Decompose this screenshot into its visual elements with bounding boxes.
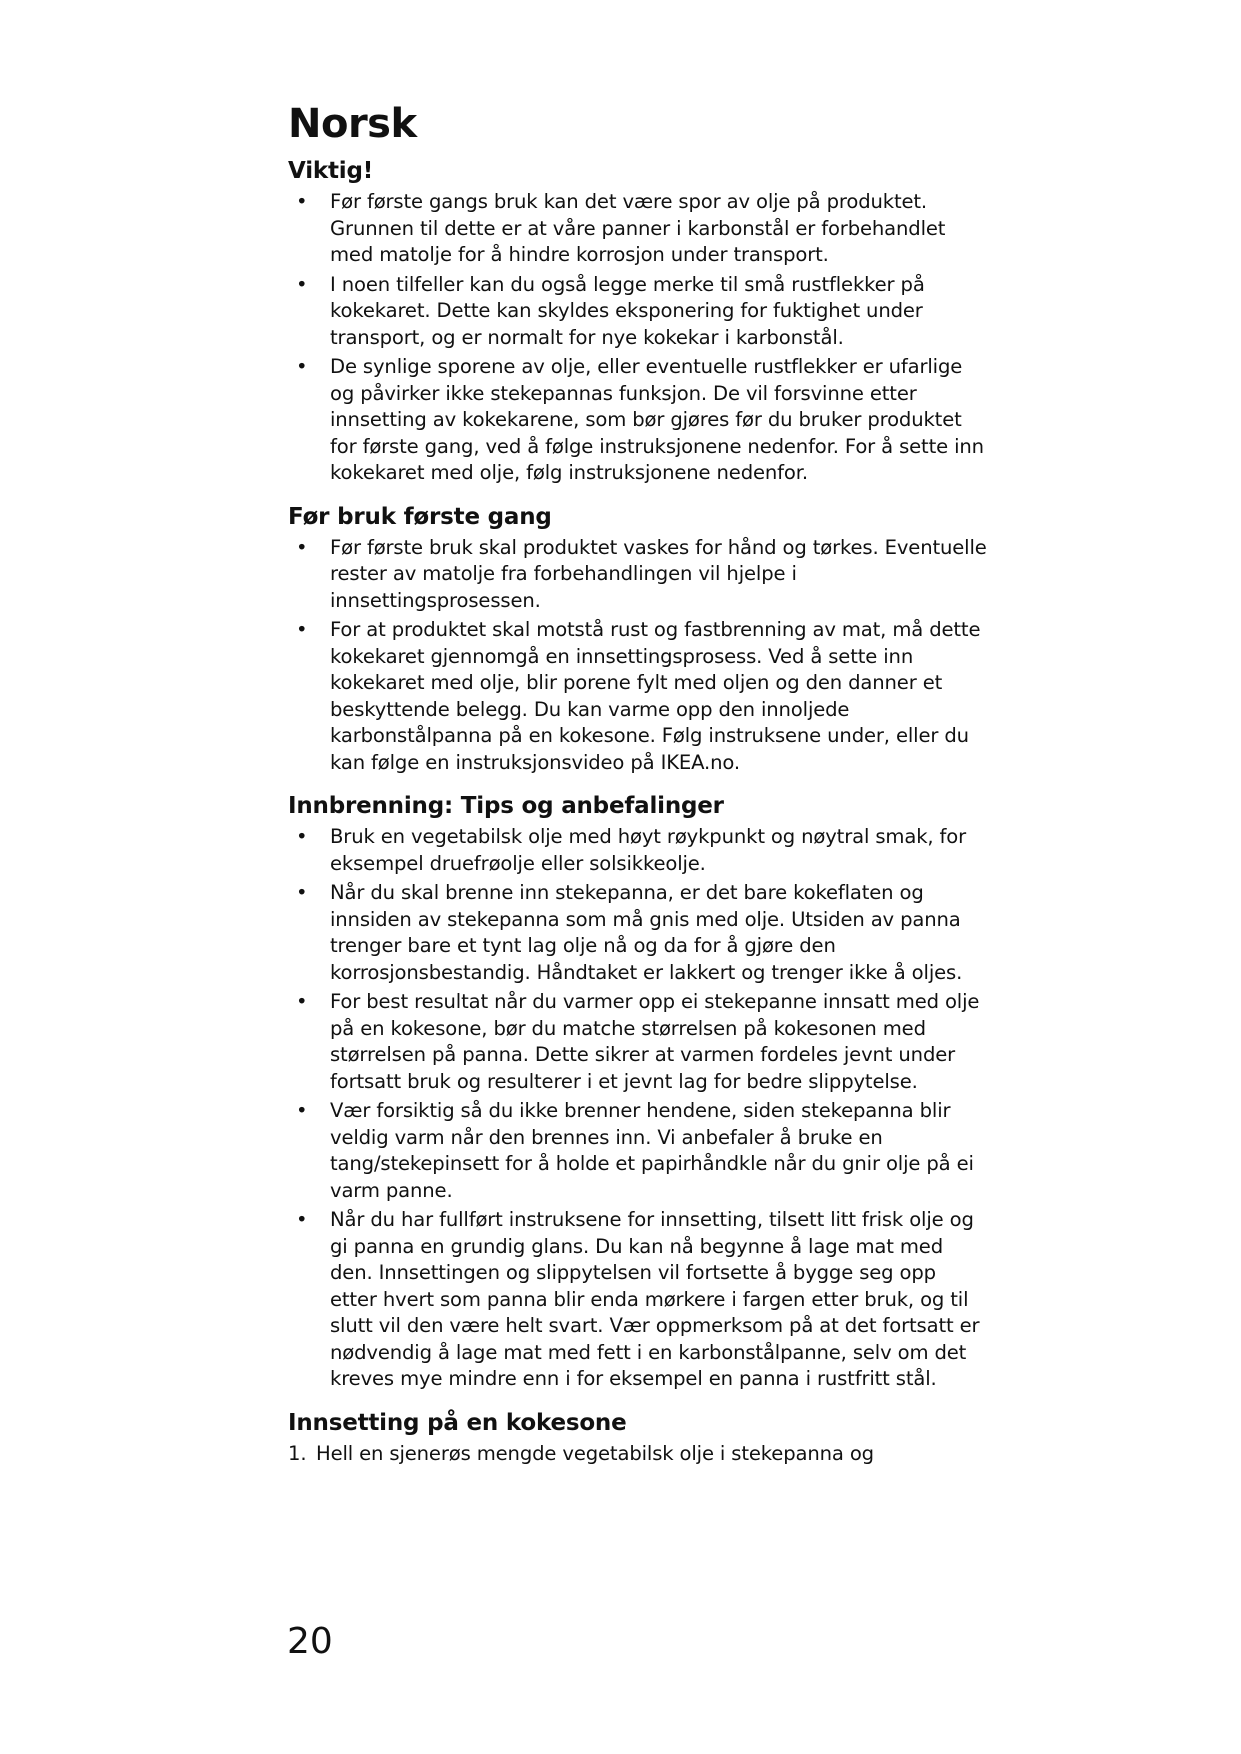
section-heading: Viktig!	[288, 158, 374, 184]
bullet-list	[288, 535, 988, 777]
bullet-icon: •	[296, 190, 308, 213]
section-heading: Innbrenning: Tips og anbefalinger	[288, 793, 724, 819]
list-item-text: Vær forsiktig så du ikke brenner hendene, siden stekepanna blir veldig varm når den brennes inn. Vi anbefaler å bruke en tang/stekepinsett for å holde et papirhåndkle når du gnir olje på ei varm panne.	[330, 1099, 974, 1202]
list-item	[288, 354, 988, 487]
list-item	[288, 824, 988, 877]
list-item	[288, 535, 988, 615]
list-item-text: For at produktet skal motstå rust og fastbrenning av mat, må dette kokekaret gjennomgå en innsettingsprosess. Ved å sette inn kokekaret med olje, blir porene fylt med oljen og den danner et beskyttende belegg. Du kan varme opp den innoljede karbonstålpanna på en kokesone. Følg instruksene under, eller du kan følge en instruksjonsvideo på IKEA.no.	[330, 618, 981, 774]
numbered-step	[288, 1441, 988, 1468]
step-number: 1.	[288, 1441, 307, 1465]
bullet-icon: •	[296, 1208, 308, 1231]
list-item-text: For best resultat når du varmer opp ei stekepanne innsatt med olje på en kokesone, bør du matche størrelsen på kokesonen med størrelsen på panna. Dette sikrer at varmen fordeles jevnt under fortsatt bruk og resulterer i et jevnt lag for bedre slippytelse.	[330, 990, 980, 1093]
list-item-text: Bruk en vegetabilsk olje med høyt røykpunkt og nøytral smak, for eksempel druefrøolje eller solsikkeolje.	[330, 825, 967, 875]
bullet-list	[288, 189, 988, 487]
list-item-text: Før første gangs bruk kan det være spor av olje på produktet. Grunnen til dette er at våre panner i karbonstål er forbehandlet med matolje for å hindre korrosjon under transport.	[330, 190, 946, 266]
document-page	[288, 98, 988, 1467]
numbered-list	[288, 1441, 988, 1468]
bullet-icon: •	[296, 618, 308, 641]
section-seasoning-on-hob	[288, 1408, 988, 1468]
list-item-text: Når du skal brenne inn stekepanna, er det bare kokeflaten og innsiden av stekepanna som må gnis med olje. Utsiden av panna trenger bare et tynt lag olje nå og da for å gjøre den korrosjonsbestandig. Håndtaket er lakkert og trenger ikke å oljes.	[330, 881, 963, 984]
list-item-text: Når du har fullført instruksene for innsetting, tilsett litt frisk olje og gi panna en grundig glans. Du kan nå begynne å lage mat med den. Innsettingen og slippytelsen vil fortsette å bygge seg opp etter hvert som panna blir enda mørkere i fargen etter bruk, og til slutt vil den være helt svart. Vær oppmerksom på at det fortsatt er nødvendig å lage mat med fett i en karbonstålpanne, selv om det kreves mye mindre enn i for eksempel en panna i rustfritt stål.	[330, 1208, 980, 1390]
list-item	[288, 1207, 988, 1393]
list-item	[288, 272, 988, 352]
section-heading: Før bruk første gang	[288, 503, 552, 530]
language-title: Norsk	[288, 101, 417, 147]
list-item-text: I noen tilfeller kan du også legge merke til små rustflekker på kokekaret. Dette kan skyldes eksponering for fuktighet under transport, og er normalt for nye kokekar i karbonstål.	[330, 272, 925, 349]
bullet-icon: •	[296, 272, 308, 296]
section-important	[288, 156, 988, 487]
list-item	[288, 617, 988, 776]
section-heading: Innsetting på en kokesone	[288, 1409, 627, 1436]
section-before-first-use	[288, 502, 988, 777]
list-item-text: Før første bruk skal produktet vaskes for hånd og tørkes. Eventuelle rester av matolje fra forbehandlingen vil hjelpe i innsettingsprosessen.	[330, 535, 987, 612]
list-item	[288, 880, 988, 986]
step-text: Hell en sjenerøs mengde vegetabilsk olje i stekepanna og	[316, 1441, 874, 1465]
bullet-icon: •	[296, 1099, 308, 1122]
list-item	[288, 189, 988, 269]
bullet-icon: •	[296, 355, 308, 378]
list-item	[288, 989, 988, 1095]
bullet-list	[288, 824, 988, 1393]
bullet-icon: •	[296, 990, 308, 1013]
page-number: 20	[287, 1621, 333, 1662]
section-seasoning-tips	[288, 791, 988, 1393]
list-item-text: De synlige sporene av olje, eller eventuelle rustflekker er ufarlige og påvirker ikke stekepannas funksjon. De vil forsvinne etter innsetting av kokekarene, som bør gjøres før du bruker produktet for første gang, ved å følge instruksjonene nedenfor. For å sette inn kokekaret med olje, følg instruksjonene nedenfor.	[330, 355, 984, 484]
bullet-icon: •	[296, 881, 308, 904]
bullet-icon: •	[296, 825, 308, 848]
bullet-icon: •	[296, 535, 308, 559]
list-item	[288, 1098, 988, 1204]
